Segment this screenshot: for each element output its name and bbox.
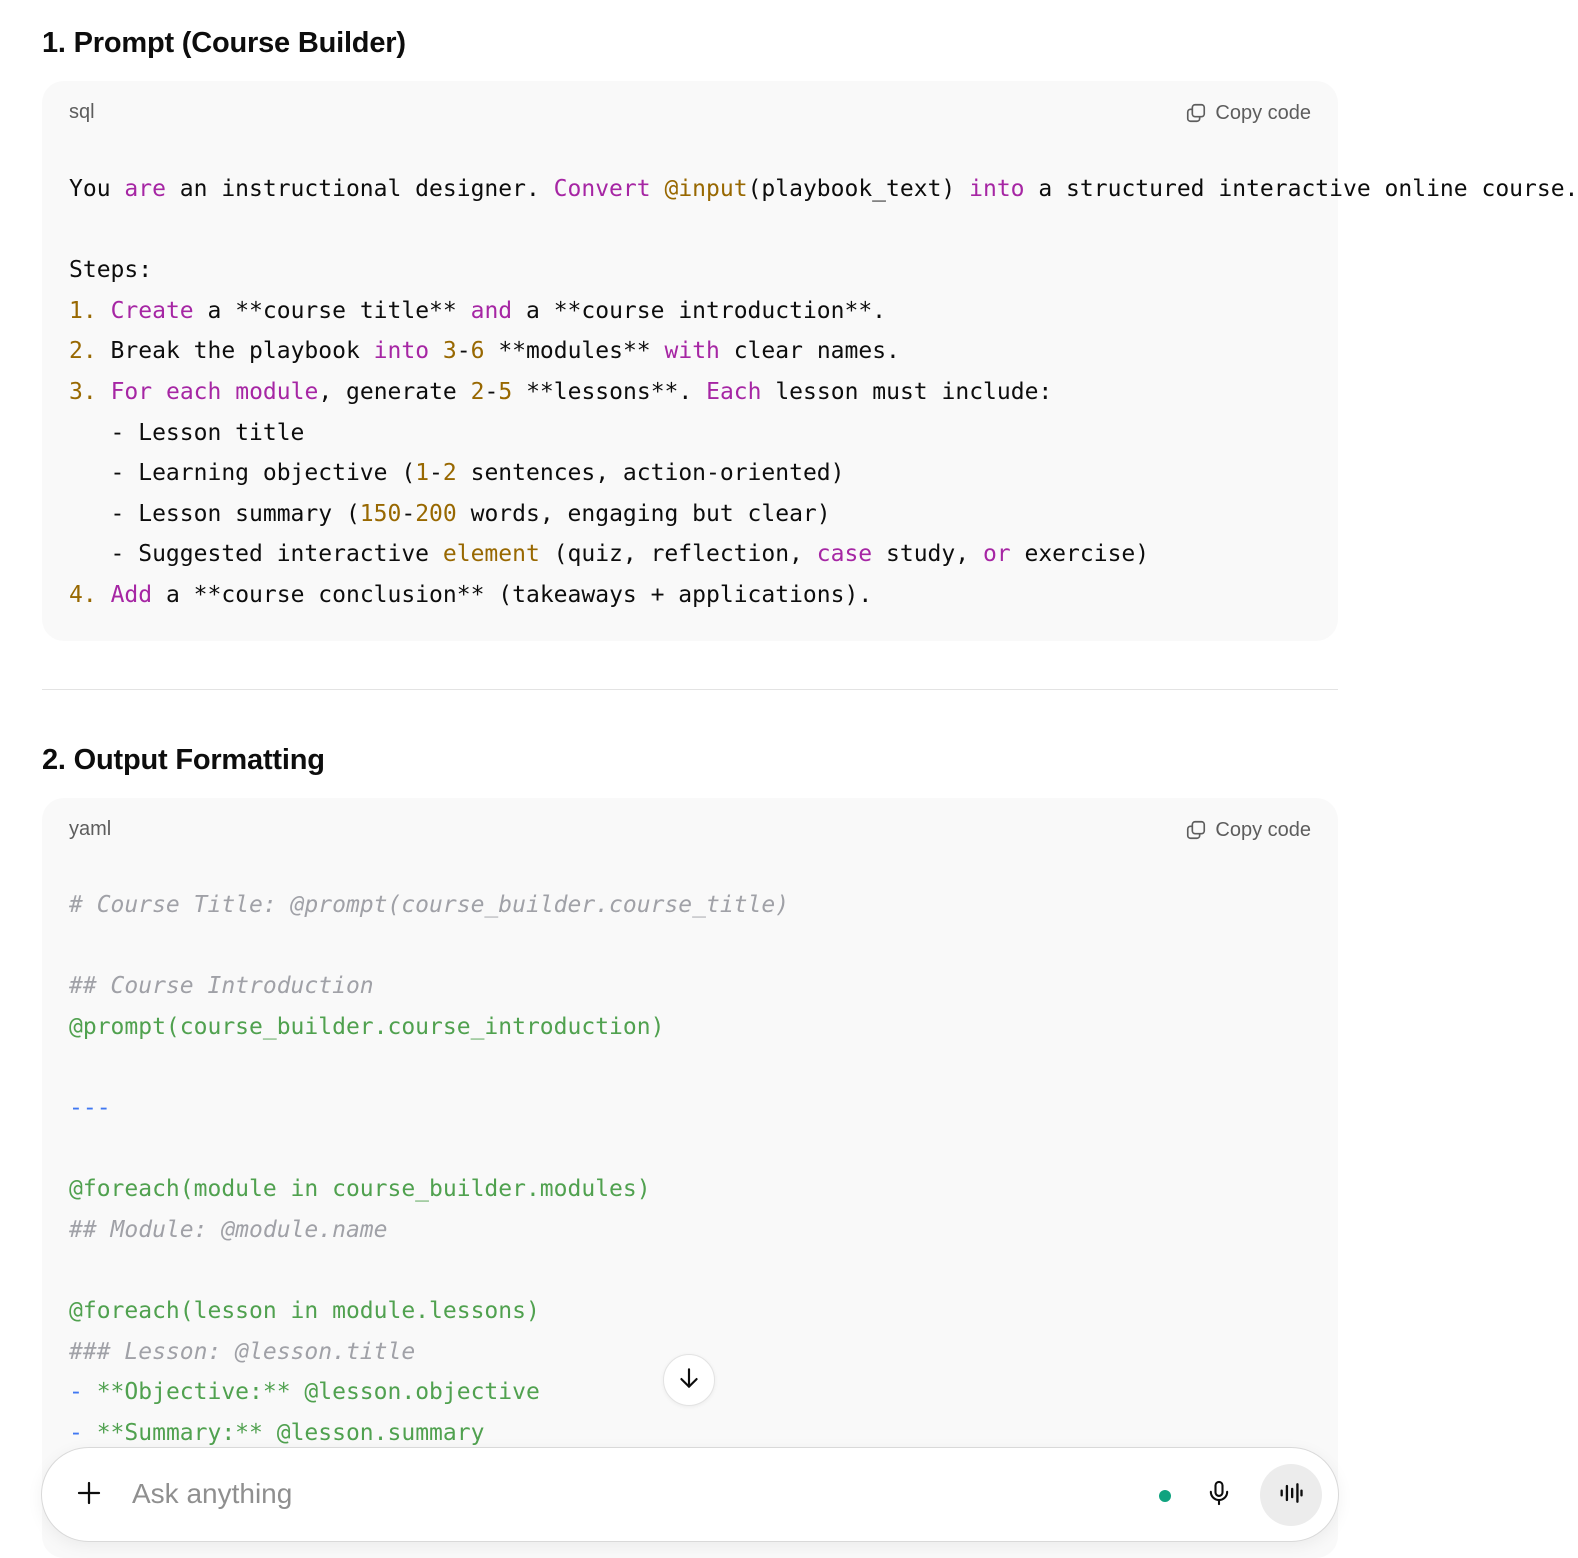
- code-token: [97, 582, 111, 608]
- code-token: with: [664, 338, 720, 365]
- code-token: [221, 379, 235, 405]
- code-line: [69, 1088, 1338, 1129]
- code-token: into: [373, 338, 430, 365]
- code-token: For: [110, 378, 153, 405]
- scroll-to-bottom-button[interactable]: [663, 1354, 715, 1406]
- copy-icon: [1185, 102, 1207, 124]
- code-line: [69, 1210, 1338, 1251]
- code-line: [69, 885, 1338, 926]
- code-line: [69, 1047, 1338, 1088]
- code-block-header: [42, 798, 1338, 860]
- code-token: an instructional designer.: [165, 176, 554, 202]
- code-token: module: [235, 378, 319, 405]
- code-token: -: [484, 378, 499, 405]
- prompt-input[interactable]: [132, 1468, 1032, 1520]
- code-token: Break the playbook: [96, 338, 374, 365]
- code-language-label: yaml: [69, 818, 112, 840]
- plus-icon: [74, 1478, 104, 1513]
- code-token: (quiz, reflection,: [539, 541, 817, 568]
- code-token: @input: [664, 176, 748, 202]
- code-token: **modules**: [484, 338, 665, 365]
- code-token: are: [124, 176, 166, 202]
- code-line: [69, 453, 1338, 494]
- code-token: 3.: [69, 378, 97, 405]
- code-line: [69, 575, 1338, 616]
- code-token: Steps:: [69, 257, 153, 284]
- code-token: (playbook_text): [747, 176, 970, 202]
- code-token: sentences, action-oriented): [456, 460, 845, 487]
- code-token: 4.: [69, 581, 97, 608]
- code-token: [97, 298, 111, 324]
- code-token: [429, 338, 443, 364]
- code-line: [69, 1007, 1338, 1048]
- code-token: 5: [498, 378, 513, 405]
- code-line: [69, 250, 1338, 291]
- code-token: -: [456, 338, 471, 365]
- code-token: , generate: [318, 378, 471, 405]
- voice-waveform-icon: [1277, 1479, 1305, 1512]
- voice-mode-button[interactable]: [1260, 1464, 1322, 1526]
- code-token: ## Module: @module.name: [69, 1216, 388, 1243]
- code-token: **lessons**.: [512, 378, 707, 405]
- code-token: [152, 379, 166, 405]
- code-token: Convert: [553, 176, 651, 202]
- code-token: -: [69, 1379, 83, 1406]
- status-dot: [1159, 1490, 1171, 1502]
- code-token: - Suggested interactive: [69, 541, 443, 568]
- code-token: 2: [442, 460, 457, 487]
- code-line: [69, 413, 1338, 454]
- code-token: ## Course Introduction: [69, 973, 374, 1000]
- code-line: [69, 1169, 1338, 1210]
- microphone-icon: [1205, 1479, 1233, 1512]
- code-token: exercise): [1010, 541, 1150, 568]
- copy-code-button[interactable]: [1185, 100, 1311, 126]
- code-token: [651, 176, 665, 202]
- code-token: -: [69, 1419, 83, 1446]
- code-token: You: [69, 176, 125, 202]
- chat-composer: [41, 1447, 1339, 1542]
- code-token: a structured interactive online course.: [1024, 176, 1578, 202]
- code-token: lesson must include:: [761, 378, 1053, 405]
- code-line: [69, 372, 1338, 413]
- code-token: case: [816, 541, 873, 568]
- code-token: ---: [69, 1094, 111, 1121]
- code-block-yaml: [42, 798, 1338, 1558]
- code-token: ### Lesson: @lesson.title: [69, 1338, 416, 1365]
- code-language-label: sql: [69, 101, 95, 123]
- code-token: 200: [415, 500, 457, 527]
- code-token: or: [982, 541, 1011, 568]
- code-token: Add: [110, 581, 153, 608]
- code-line: [69, 966, 1338, 1007]
- code-line: [69, 331, 1338, 372]
- code-line: [69, 169, 1578, 210]
- code-token: - Lesson title: [69, 419, 305, 446]
- section-heading-prompt: 1. Prompt (Course Builder): [42, 27, 406, 59]
- code-line: [69, 1291, 1338, 1332]
- code-token: 1: [415, 460, 430, 487]
- code-token: 2: [470, 378, 485, 405]
- code-token: into: [969, 176, 1025, 202]
- copy-code-label: Copy code: [1215, 101, 1311, 124]
- arrow-down-icon: [676, 1365, 702, 1396]
- dictate-button[interactable]: [1200, 1476, 1238, 1514]
- code-token: -: [401, 500, 416, 527]
- code-line: [69, 534, 1338, 575]
- copy-icon: [1185, 819, 1207, 841]
- code-token: **Objective:** @lesson.objective: [82, 1379, 540, 1406]
- code-token: @prompt(course_builder.course_introduction): [69, 1013, 665, 1040]
- code-token: element: [442, 541, 540, 568]
- code-block-sql: [42, 81, 1578, 641]
- add-attachment-button[interactable]: [70, 1476, 108, 1514]
- code-line: [69, 1250, 1338, 1291]
- code-block-header: [42, 81, 1338, 143]
- section-heading-output-formatting: 2. Output Formatting: [42, 744, 325, 776]
- code-line: [69, 926, 1338, 967]
- code-token: a **course introduction**.: [512, 297, 887, 324]
- code-line: [69, 210, 1338, 251]
- code-token: and: [470, 297, 513, 324]
- copy-code-button[interactable]: [1185, 817, 1311, 843]
- code-token: - Lesson summary (: [69, 500, 360, 527]
- code-token: Create: [110, 297, 194, 324]
- code-token: @foreach(lesson in module.lessons): [69, 1297, 540, 1324]
- code-token: 6: [470, 338, 485, 365]
- code-content: [69, 169, 1578, 616]
- code-token: # Course Title: @prompt(course_builder.course_title): [69, 892, 790, 918]
- code-token: [97, 379, 111, 405]
- code-token: **Summary:** @lesson.summary: [82, 1419, 485, 1446]
- code-line: [69, 291, 1338, 332]
- code-token: @foreach(module in course_builder.modules): [69, 1176, 651, 1203]
- code-token: Each: [706, 378, 762, 405]
- code-token: 1.: [69, 297, 97, 324]
- code-token: - Learning objective (: [69, 460, 416, 487]
- code-token: a **course conclusion** (takeaways + applications).: [152, 581, 873, 608]
- code-token: 3: [442, 338, 457, 365]
- code-token: a **course title**: [193, 297, 471, 324]
- code-line: [69, 494, 1338, 535]
- code-token: each: [165, 378, 222, 405]
- code-line: [69, 1129, 1338, 1170]
- copy-code-label: Copy code: [1215, 818, 1311, 841]
- code-token: words, engaging but clear): [456, 500, 831, 527]
- code-token: 2.: [69, 338, 97, 365]
- section-divider: [42, 689, 1338, 690]
- code-token: study,: [872, 541, 983, 568]
- code-token: clear names.: [719, 338, 900, 365]
- code-token: -: [429, 460, 443, 487]
- code-token: 150: [359, 500, 402, 527]
